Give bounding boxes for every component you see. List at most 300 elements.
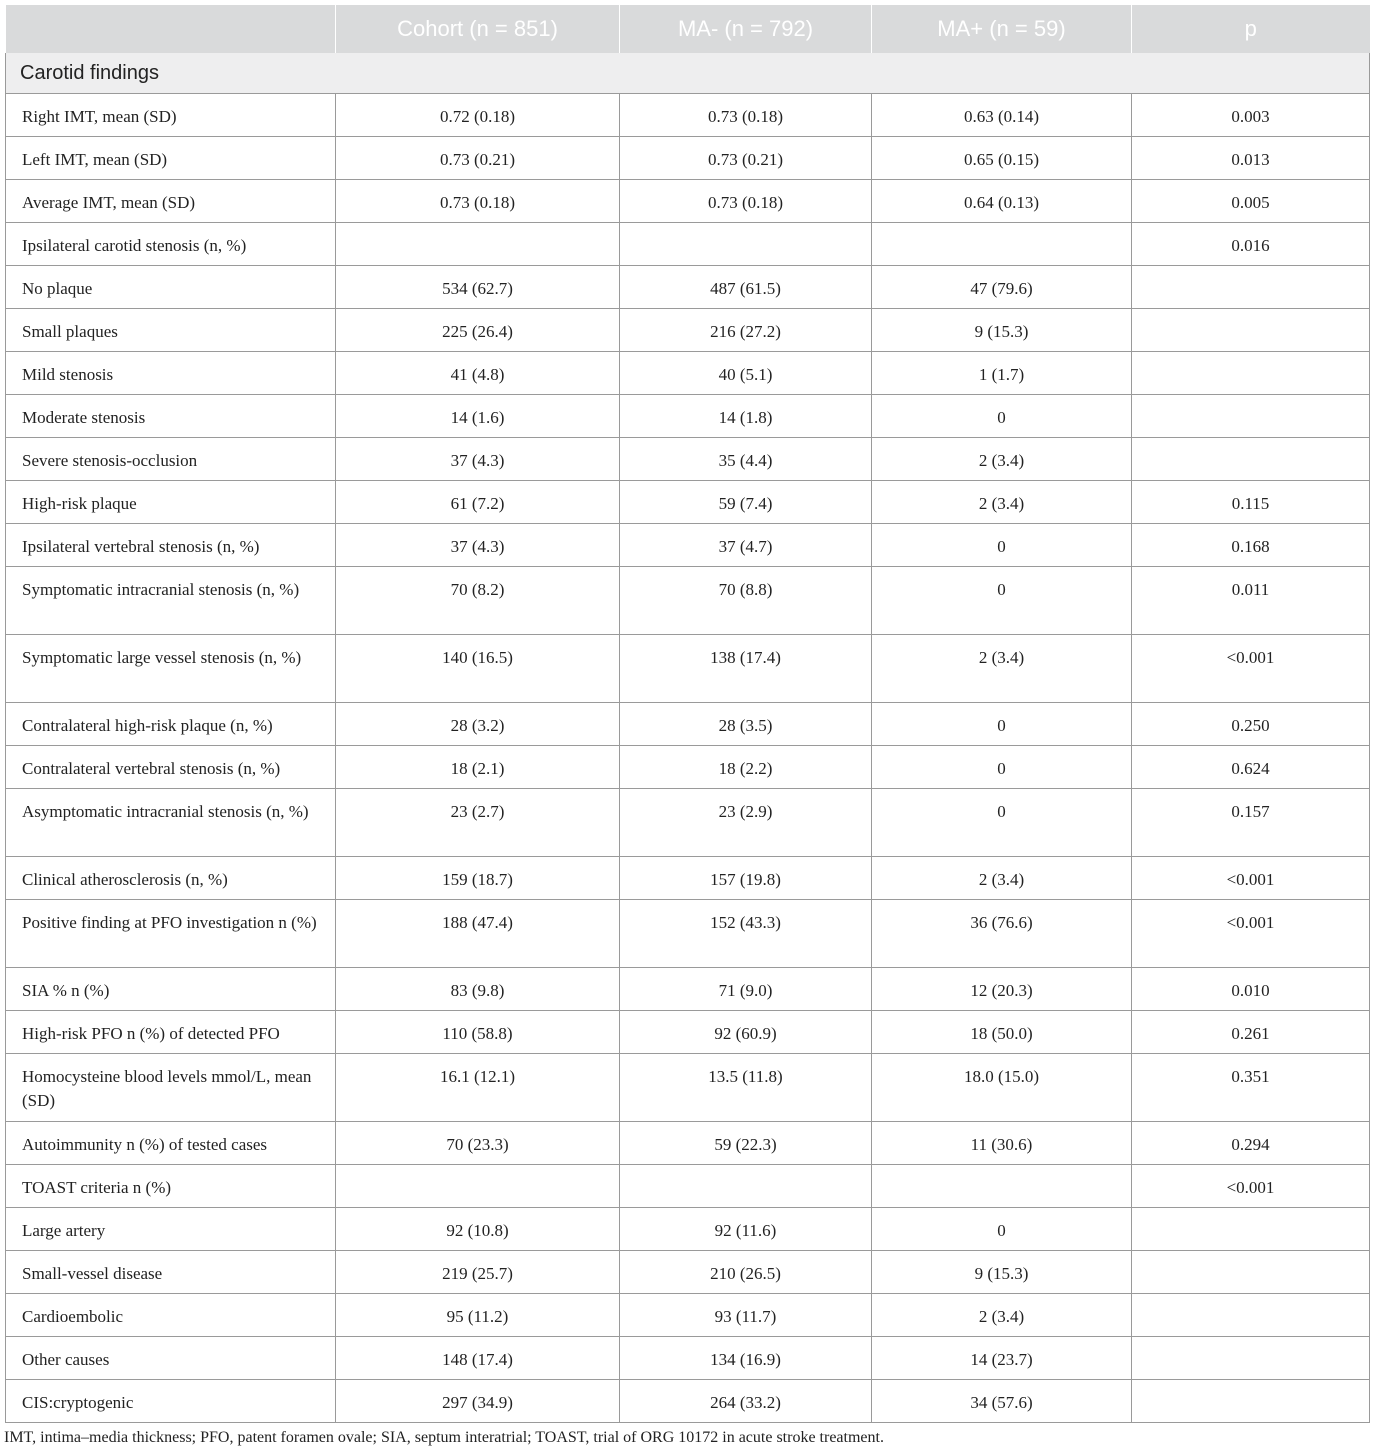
row-label xyxy=(6,352,336,395)
ma-positive-cell-text: 12 (20.3) xyxy=(970,981,1033,1000)
ma-negative-cell-text: 152 (43.3) xyxy=(710,913,781,932)
p-value-cell-text xyxy=(1132,1208,1369,1219)
ma-negative-cell xyxy=(620,266,872,309)
row-label-text: Ipsilateral vertebral stenosis (n, %) xyxy=(22,537,260,556)
p-value-cell-text: 0.115 xyxy=(1231,494,1270,513)
p-value-cell xyxy=(1132,1294,1370,1337)
row-label xyxy=(6,900,336,968)
ma-positive-cell-text: 0 xyxy=(997,408,1006,427)
row-label xyxy=(6,481,336,524)
table-row xyxy=(6,1165,1370,1208)
row-label-text: Other causes xyxy=(22,1350,110,1369)
ma-positive-cell-text: 0.65 (0.15) xyxy=(963,150,1040,169)
row-label xyxy=(6,1294,336,1337)
cohort-cell xyxy=(336,180,620,223)
ma-positive-cell-text: 2 (3.4) xyxy=(978,648,1025,667)
p-value-cell-text: 0.013 xyxy=(1231,150,1270,169)
cohort-cell-text: 188 (47.4) xyxy=(442,913,513,932)
row-label xyxy=(6,703,336,746)
row-label xyxy=(6,309,336,352)
ma-positive-cell xyxy=(872,524,1132,567)
ma-negative-cell xyxy=(620,1054,872,1122)
ma-positive-cell xyxy=(872,1165,1132,1208)
row-label-text: High-risk plaque xyxy=(22,494,137,513)
ma-negative-cell-text: 264 (33.2) xyxy=(710,1393,781,1412)
header-ma-positive: MA+ (n = 59) xyxy=(872,5,1132,53)
ma-negative-cell xyxy=(620,1208,872,1251)
cohort-cell-text: 92 (10.8) xyxy=(446,1221,509,1240)
ma-positive-cell xyxy=(872,1294,1132,1337)
cohort-cell xyxy=(336,968,620,1011)
row-label xyxy=(6,266,336,309)
p-value-cell-text: 0.294 xyxy=(1231,1135,1270,1154)
p-value-cell xyxy=(1132,481,1370,524)
ma-positive-cell-text xyxy=(872,223,1131,234)
p-value-cell xyxy=(1132,567,1370,635)
p-value-cell xyxy=(1132,1122,1370,1165)
header-label-column xyxy=(6,5,336,53)
cohort-cell xyxy=(336,1165,620,1208)
cohort-cell-text: 534 (62.7) xyxy=(442,279,513,298)
cohort-cell xyxy=(336,1208,620,1251)
ma-positive-cell xyxy=(872,180,1132,223)
p-value-cell xyxy=(1132,1011,1370,1054)
cohort-cell xyxy=(336,1294,620,1337)
ma-negative-cell-text: 35 (4.4) xyxy=(718,451,773,470)
p-value-cell xyxy=(1132,635,1370,703)
cohort-cell-text: 110 (58.8) xyxy=(442,1024,513,1043)
row-label-text: Symptomatic large vessel stenosis (n, %) xyxy=(22,648,302,667)
ma-positive-cell xyxy=(872,789,1132,857)
cohort-cell xyxy=(336,1011,620,1054)
ma-positive-cell xyxy=(872,395,1132,438)
ma-negative-cell-text: 92 (11.6) xyxy=(714,1221,777,1240)
cohort-cell xyxy=(336,567,620,635)
ma-negative-cell-text: 28 (3.5) xyxy=(718,716,773,735)
table-footnote: IMT, intima–media thickness; PFO, patent foramen ovale; SIA, septum interatrial; TOAST, trial of ORG 10172 in acute stroke treatment. xyxy=(4,1429,884,1446)
table-row xyxy=(6,395,1370,438)
row-label xyxy=(6,746,336,789)
ma-negative-cell-text: 216 (27.2) xyxy=(710,322,781,341)
ma-positive-cell-text: 0 xyxy=(997,537,1006,556)
p-value-cell-text: 0.016 xyxy=(1231,236,1270,255)
ma-positive-cell xyxy=(872,968,1132,1011)
p-value-cell xyxy=(1132,857,1370,900)
row-label-text: Positive finding at PFO investigation n (%) xyxy=(22,913,317,932)
row-label xyxy=(6,1011,336,1054)
ma-positive-cell-text: 0 xyxy=(997,802,1006,821)
ma-negative-cell xyxy=(620,703,872,746)
ma-negative-cell xyxy=(620,223,872,266)
p-value-cell-text: 0.351 xyxy=(1231,1067,1270,1086)
cohort-cell xyxy=(336,1054,620,1122)
p-value-cell-text: 0.005 xyxy=(1231,193,1270,212)
ma-negative-cell-text: 0.73 (0.18) xyxy=(707,107,784,126)
p-value-cell xyxy=(1132,309,1370,352)
table-row xyxy=(6,703,1370,746)
cohort-cell-text: 70 (23.3) xyxy=(446,1135,509,1154)
ma-negative-cell-text: 93 (11.7) xyxy=(714,1307,777,1326)
p-value-cell xyxy=(1132,1165,1370,1208)
ma-positive-cell xyxy=(872,352,1132,395)
row-label xyxy=(6,438,336,481)
header-cohort: Cohort (n = 851) xyxy=(336,5,620,53)
cohort-cell xyxy=(336,223,620,266)
row-label-text: Severe stenosis-occlusion xyxy=(22,451,198,470)
ma-positive-cell-text: 2 (3.4) xyxy=(978,870,1025,889)
ma-negative-cell xyxy=(620,395,872,438)
row-label-text: Mild stenosis xyxy=(22,365,114,384)
p-value-cell-text xyxy=(1132,1380,1369,1391)
ma-negative-cell-text: 71 (9.0) xyxy=(718,981,773,1000)
ma-positive-cell xyxy=(872,1122,1132,1165)
p-value-cell xyxy=(1132,1208,1370,1251)
row-label xyxy=(6,1337,336,1380)
p-value-cell xyxy=(1132,968,1370,1011)
ma-positive-cell-text: 47 (79.6) xyxy=(970,279,1033,298)
cohort-cell-text: 70 (8.2) xyxy=(450,580,505,599)
row-label-text: Small plaques xyxy=(22,322,118,341)
p-value-cell xyxy=(1132,746,1370,789)
row-label xyxy=(6,1054,336,1122)
ma-negative-cell xyxy=(620,1337,872,1380)
ma-positive-cell-text: 0 xyxy=(997,759,1006,778)
ma-positive-cell-text: 18 (50.0) xyxy=(970,1024,1033,1043)
row-label-text: SIA % n (%) xyxy=(22,981,110,1000)
ma-negative-cell xyxy=(620,567,872,635)
cohort-cell-text: 37 (4.3) xyxy=(450,537,505,556)
ma-negative-cell-text: 13.5 (11.8) xyxy=(708,1067,783,1086)
table-row xyxy=(6,223,1370,266)
row-label-text: Asymptomatic intracranial stenosis (n, %) xyxy=(22,802,309,821)
row-label-text: Large artery xyxy=(22,1221,106,1240)
ma-positive-cell-text: 9 (15.3) xyxy=(974,322,1029,341)
p-value-cell-text: 0.157 xyxy=(1231,802,1270,821)
ma-positive-cell-text: 36 (76.6) xyxy=(970,913,1033,932)
cohort-cell-text: 28 (3.2) xyxy=(450,716,505,735)
p-value-cell xyxy=(1132,789,1370,857)
row-label xyxy=(6,1380,336,1423)
ma-positive-cell xyxy=(872,137,1132,180)
row-label-text: Autoimmunity n (%) of tested cases xyxy=(22,1135,268,1154)
cohort-cell xyxy=(336,746,620,789)
ma-positive-cell xyxy=(872,309,1132,352)
ma-negative-cell xyxy=(620,524,872,567)
ma-negative-cell xyxy=(620,309,872,352)
cohort-cell xyxy=(336,94,620,137)
row-label xyxy=(6,1122,336,1165)
cohort-cell-text xyxy=(336,223,619,234)
ma-positive-cell xyxy=(872,1380,1132,1423)
p-value-cell-text: 0.003 xyxy=(1231,107,1270,126)
cohort-cell xyxy=(336,1122,620,1165)
cohort-cell-text: 297 (34.9) xyxy=(442,1393,513,1412)
p-value-cell xyxy=(1132,703,1370,746)
cohort-cell-text: 37 (4.3) xyxy=(450,451,505,470)
p-value-cell-text: <0.001 xyxy=(1226,1178,1275,1197)
row-label-text: Left IMT, mean (SD) xyxy=(22,150,168,169)
p-value-cell-text xyxy=(1132,1337,1369,1348)
row-label xyxy=(6,395,336,438)
cohort-cell-text: 41 (4.8) xyxy=(450,365,505,384)
ma-negative-cell xyxy=(620,746,872,789)
ma-negative-cell-text: 487 (61.5) xyxy=(710,279,781,298)
row-label xyxy=(6,968,336,1011)
p-value-cell xyxy=(1132,1337,1370,1380)
ma-negative-cell xyxy=(620,968,872,1011)
ma-negative-cell xyxy=(620,900,872,968)
table-row xyxy=(6,567,1370,635)
row-label-text: TOAST criteria n (%) xyxy=(22,1178,172,1197)
cohort-cell-text: 83 (9.8) xyxy=(450,981,505,1000)
ma-negative-cell-text: 210 (26.5) xyxy=(710,1264,781,1283)
ma-negative-cell-text: 40 (5.1) xyxy=(718,365,773,384)
table-row xyxy=(6,857,1370,900)
ma-negative-cell-text: 14 (1.8) xyxy=(718,408,773,427)
cohort-cell xyxy=(336,309,620,352)
ma-negative-cell xyxy=(620,438,872,481)
ma-positive-cell-text: 0.64 (0.13) xyxy=(963,193,1040,212)
p-value-cell-text: <0.001 xyxy=(1226,870,1275,889)
row-label-text: Cardioembolic xyxy=(22,1307,124,1326)
table-row xyxy=(6,94,1370,137)
ma-positive-cell xyxy=(872,1251,1132,1294)
cohort-cell-text: 18 (2.1) xyxy=(450,759,505,778)
row-label xyxy=(6,180,336,223)
ma-negative-cell xyxy=(620,789,872,857)
ma-negative-cell-text: 138 (17.4) xyxy=(710,648,781,667)
p-value-cell xyxy=(1132,94,1370,137)
cohort-cell-text: 16.1 (12.1) xyxy=(439,1067,516,1086)
ma-negative-cell xyxy=(620,1294,872,1337)
row-label xyxy=(6,1251,336,1294)
table-row xyxy=(6,137,1370,180)
ma-negative-cell xyxy=(620,1251,872,1294)
ma-positive-cell xyxy=(872,1208,1132,1251)
p-value-cell xyxy=(1132,1380,1370,1423)
ma-negative-cell-text: 134 (16.9) xyxy=(710,1350,781,1369)
ma-positive-cell-text: 2 (3.4) xyxy=(978,1307,1025,1326)
ma-positive-cell xyxy=(872,1054,1132,1122)
p-value-cell-text xyxy=(1132,438,1369,449)
p-value-cell-text: 0.261 xyxy=(1231,1024,1270,1043)
table-row xyxy=(6,1380,1370,1423)
ma-positive-cell xyxy=(872,703,1132,746)
p-value-cell xyxy=(1132,1054,1370,1122)
ma-negative-cell xyxy=(620,352,872,395)
ma-negative-cell xyxy=(620,180,872,223)
ma-positive-cell xyxy=(872,567,1132,635)
ma-positive-cell xyxy=(872,94,1132,137)
table-row xyxy=(6,266,1370,309)
cohort-cell-text: 219 (25.7) xyxy=(442,1264,513,1283)
row-label-text: Homocysteine blood levels mmol/L, mean (SD) xyxy=(22,1067,312,1110)
cohort-cell xyxy=(336,137,620,180)
ma-negative-cell xyxy=(620,137,872,180)
table-body xyxy=(6,53,1370,1423)
ma-positive-cell-text: 11 (30.6) xyxy=(970,1135,1033,1154)
table-row xyxy=(6,1054,1370,1122)
p-value-cell-text xyxy=(1132,266,1369,277)
ma-negative-cell-text: 70 (8.8) xyxy=(718,580,773,599)
cohort-cell-text xyxy=(336,1165,619,1176)
cohort-cell xyxy=(336,703,620,746)
p-value-cell-text xyxy=(1132,309,1369,320)
ma-positive-cell xyxy=(872,223,1132,266)
cohort-cell xyxy=(336,266,620,309)
row-label xyxy=(6,789,336,857)
ma-negative-cell xyxy=(620,1165,872,1208)
table-row xyxy=(6,352,1370,395)
ma-negative-cell-text: 23 (2.9) xyxy=(718,802,773,821)
row-label xyxy=(6,1165,336,1208)
row-label xyxy=(6,137,336,180)
cohort-cell-text: 225 (26.4) xyxy=(442,322,513,341)
row-label xyxy=(6,223,336,266)
cohort-cell xyxy=(336,1337,620,1380)
cohort-cell xyxy=(336,857,620,900)
row-label xyxy=(6,524,336,567)
ma-negative-cell-text: 59 (7.4) xyxy=(718,494,773,513)
p-value-cell-text: <0.001 xyxy=(1226,648,1275,667)
table-row xyxy=(6,1208,1370,1251)
ma-negative-cell xyxy=(620,1380,872,1423)
ma-positive-cell-text: 1 (1.7) xyxy=(978,365,1025,384)
ma-negative-cell-text: 37 (4.7) xyxy=(718,537,773,556)
row-label-text: No plaque xyxy=(22,279,93,298)
p-value-cell-text: 0.624 xyxy=(1231,759,1270,778)
ma-positive-cell-text xyxy=(872,1165,1131,1176)
table-row xyxy=(6,1294,1370,1337)
table-header-row xyxy=(6,5,1370,53)
cohort-cell-text: 0.72 (0.18) xyxy=(439,107,516,126)
ma-positive-cell-text: 18.0 (15.0) xyxy=(963,1067,1040,1086)
cohort-cell xyxy=(336,1380,620,1423)
ma-positive-cell-text: 9 (15.3) xyxy=(974,1264,1029,1283)
p-value-cell xyxy=(1132,223,1370,266)
p-value-cell-text xyxy=(1132,1294,1369,1305)
header-ma-negative: MA- (n = 792) xyxy=(620,5,872,53)
p-value-cell xyxy=(1132,395,1370,438)
p-value-cell xyxy=(1132,1251,1370,1294)
cohort-cell-text: 140 (16.5) xyxy=(442,648,513,667)
p-value-cell-text xyxy=(1132,352,1369,363)
p-value-cell xyxy=(1132,900,1370,968)
ma-negative-cell xyxy=(620,857,872,900)
p-value-cell-text: 0.011 xyxy=(1231,580,1270,599)
carotid-findings-table xyxy=(5,5,1370,1423)
row-label xyxy=(6,567,336,635)
cohort-cell-text: 61 (7.2) xyxy=(450,494,505,513)
table-row xyxy=(6,900,1370,968)
ma-positive-cell-text: 0 xyxy=(997,1221,1006,1240)
ma-negative-cell-text: 0.73 (0.21) xyxy=(707,150,784,169)
cohort-cell-text: 95 (11.2) xyxy=(446,1307,509,1326)
table-row xyxy=(6,438,1370,481)
p-value-cell-text xyxy=(1132,1251,1369,1262)
cohort-cell xyxy=(336,1251,620,1294)
cohort-cell xyxy=(336,438,620,481)
table-row xyxy=(6,309,1370,352)
p-value-cell-text: 0.010 xyxy=(1231,981,1270,1000)
p-value-cell-text: 0.168 xyxy=(1231,537,1270,556)
row-label xyxy=(6,94,336,137)
row-label-text: Moderate stenosis xyxy=(22,408,146,427)
ma-negative-cell-text: 92 (60.9) xyxy=(714,1024,777,1043)
cohort-cell-text: 148 (17.4) xyxy=(442,1350,513,1369)
ma-negative-cell xyxy=(620,94,872,137)
row-label xyxy=(6,1208,336,1251)
cohort-cell xyxy=(336,395,620,438)
cohort-cell xyxy=(336,635,620,703)
ma-positive-cell-text: 0 xyxy=(997,716,1006,735)
ma-positive-cell xyxy=(872,857,1132,900)
p-value-cell-text xyxy=(1132,395,1369,406)
ma-positive-cell-text: 0.63 (0.14) xyxy=(963,107,1040,126)
cohort-cell-text: 0.73 (0.21) xyxy=(439,150,516,169)
cohort-cell xyxy=(336,900,620,968)
row-label-text: Average IMT, mean (SD) xyxy=(22,193,196,212)
p-value-cell xyxy=(1132,524,1370,567)
section-title: Carotid findings xyxy=(6,53,1370,94)
cohort-cell xyxy=(336,481,620,524)
ma-negative-cell xyxy=(620,481,872,524)
table-row xyxy=(6,1251,1370,1294)
ma-negative-cell-text: 18 (2.2) xyxy=(718,759,773,778)
ma-positive-cell xyxy=(872,1337,1132,1380)
ma-positive-cell-text: 2 (3.4) xyxy=(978,494,1025,513)
cohort-cell-text: 0.73 (0.18) xyxy=(439,193,516,212)
section-row xyxy=(6,53,1370,94)
ma-negative-cell-text xyxy=(620,223,871,234)
cohort-cell-text: 14 (1.6) xyxy=(450,408,505,427)
ma-positive-cell-text: 14 (23.7) xyxy=(970,1350,1033,1369)
cohort-cell xyxy=(336,352,620,395)
row-label-text: Contralateral high-risk plaque (n, %) xyxy=(22,716,273,735)
p-value-cell xyxy=(1132,180,1370,223)
p-value-cell xyxy=(1132,352,1370,395)
cohort-cell-text: 23 (2.7) xyxy=(450,802,505,821)
p-value-cell-text: 0.250 xyxy=(1231,716,1270,735)
ma-positive-cell xyxy=(872,481,1132,524)
cohort-cell xyxy=(336,524,620,567)
row-label-text: Right IMT, mean (SD) xyxy=(22,107,177,126)
row-label xyxy=(6,857,336,900)
table-row xyxy=(6,635,1370,703)
ma-negative-cell-text xyxy=(620,1165,871,1176)
table-row xyxy=(6,524,1370,567)
ma-negative-cell-text: 59 (22.3) xyxy=(714,1135,777,1154)
cohort-cell xyxy=(336,789,620,857)
results-table-container xyxy=(5,5,1369,1423)
ma-positive-cell-text: 0 xyxy=(997,580,1006,599)
table-row xyxy=(6,481,1370,524)
ma-positive-cell-text: 2 (3.4) xyxy=(978,451,1025,470)
p-value-cell xyxy=(1132,137,1370,180)
ma-positive-cell xyxy=(872,266,1132,309)
table-row xyxy=(6,1011,1370,1054)
row-label-text: High-risk PFO n (%) of detected PFO xyxy=(22,1024,280,1043)
table-row xyxy=(6,746,1370,789)
ma-positive-cell xyxy=(872,1011,1132,1054)
ma-positive-cell xyxy=(872,900,1132,968)
cohort-cell-text: 159 (18.7) xyxy=(442,870,513,889)
ma-positive-cell xyxy=(872,438,1132,481)
table-row xyxy=(6,789,1370,857)
p-value-cell-text: <0.001 xyxy=(1226,913,1275,932)
ma-negative-cell xyxy=(620,1122,872,1165)
row-label-text: Contralateral vertebral stenosis (n, %) xyxy=(22,759,281,778)
